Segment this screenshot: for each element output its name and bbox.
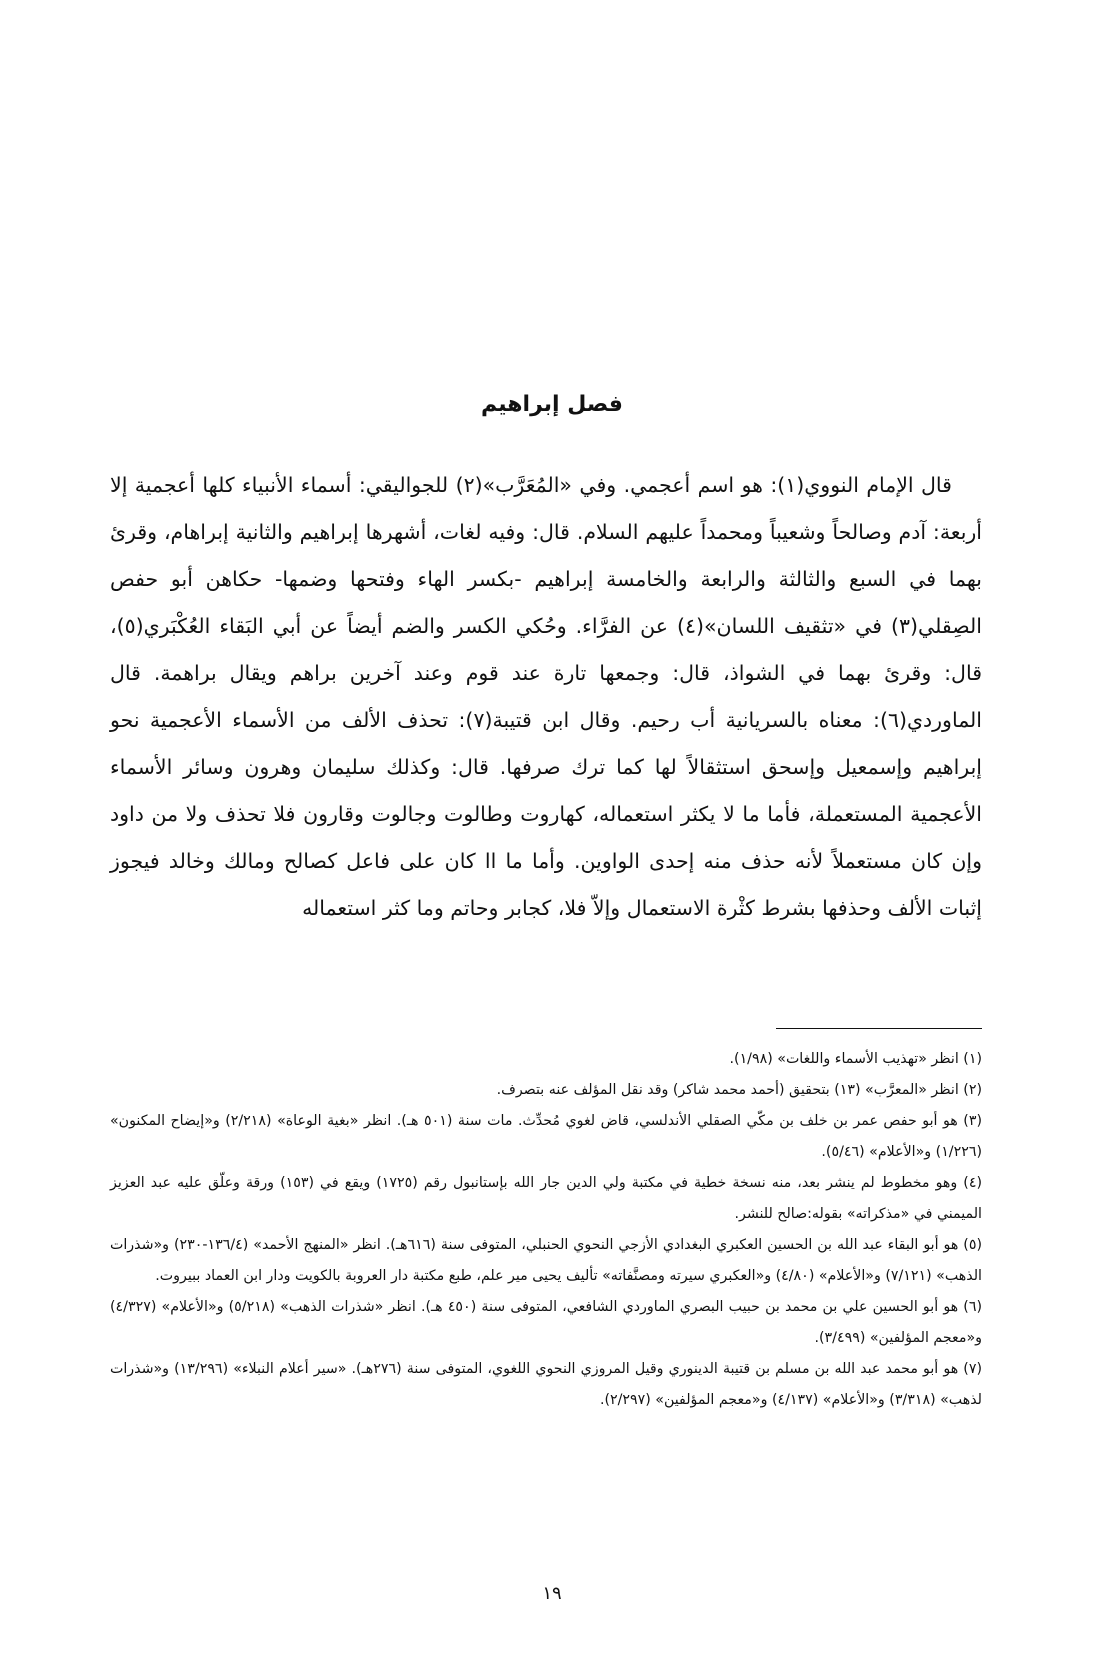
footnote-4: (٤) وهو مخطوط لم ينشر بعد، منه نسخة خطية في مكتبة ولي الدين جار الله بإستانبول رقم (١٧٢٥) ويقع في (١٥٣) ورقة وعلّق عليه عبد العزيز الميمني في «مذكراته» بقوله:صالح للنشر. [110, 1175, 982, 1222]
page-number: ١٩ [542, 1583, 562, 1604]
footnote-7: (٧) هو أبو محمد عبد الله بن مسلم بن قتيبة الدينوري وقيل المروزي النحوي اللغوي، المتوفى سنة (٢٧٦هـ). «سير أعلام النبلاء» (١٣/٢٩٦) و«شذرات لذهب» (٣/٣١٨) و«الأعلام» (٤/١٣٧) و«معجم المؤلفين» (٢/٢٩٧). [110, 1361, 982, 1408]
footnote-separator [776, 1028, 982, 1029]
chapter-heading: فصل إبراهيم [481, 392, 623, 417]
footnotes [110, 1044, 982, 1416]
footnote-1: (١) انظر «تهذيب الأسماء واللغات» (١/٩٨). [729, 1051, 982, 1067]
footnote-2: (٢) انظر «المعرَّب» (١٣) بتحقيق (أحمد محمد شاكر) وقد نقل المؤلف عنه بتصرف. [496, 1082, 982, 1098]
main-text [110, 462, 982, 932]
footnote-5: (٥) هو أبو البقاء عبد الله بن الحسين العكبري البغدادي الأزجي النحوي الحنبلي، المتوفى سنة (٦١٦هـ). انظر «المنهج الأحمد» (١٣٦/٤-٢٣٠) و«شذرات الذهب» (٧/١٢١) و«الأعلام» (٤/٨٠) و«العكبري سيرته ومصنَّفاته» تأليف يحيى مير علم، طبع مكتبة دار العروبة بالكويت ودار ابن العماد ببيروت. [110, 1237, 982, 1284]
footnote-3: (٣) هو أبو حفص عمر بن خلف بن مكّي الصقلي الأندلسي، قاض لغوي مُحدِّث. مات سنة (٥٠١ هـ). انظر «بغية الوعاة» (٢/٢١٨) و«إيضاح المكنون» (١/٢٢٦) و«الأعلام» (٥/٤٦). [110, 1113, 982, 1160]
footnote-6: (٦) هو أبو الحسين علي بن محمد بن حبيب البصري الماوردي الشافعي، المتوفى سنة (٤٥٠ هـ). انظر «شذرات الذهب» (٥/٢١٨) و«الأعلام» (٤/٣٢٧) و«معجم المؤلفين» (٣/٤٩٩). [110, 1299, 982, 1346]
body-paragraph: قال الإمام النووي(١): هو اسم أعجمي. وفي «المُعَرَّب»(٢) للجواليقي: أسماء الأنبياء كلها أعجمية إلا أربعة: آدم وصالحاً وشعيباً ومحمداً عليهم السلام. قال: وفيه لغات، أشهرها إبراهيم والثانية إبراهام، وقرئ بهما في السبع والثالثة والرابعة والخامسة إبراهيم -بكسر الهاء وفتحها وضمها- حكاهن أبو حفص الصِقلي(٣) في «تثقيف اللسان»(٤) عن الفرَّاء. وحُكي الكسر والضم أيضاً عن أبي البَقاء العُكْبَري(٥)، قال: وقرئ بهما في الشواذ، قال: وجمعها تارة عند قوم وعند آخرين براهم ويقال براهمة. قال الماوردي(٦): معناه بالسريانية أب رحيم. وقال ابن قتيبة(٧): تحذف الألف من الأسماء الأعجمية نحو إبراهيم وإسمعيل وإسحق استثقالاً لها كما ترك صرفها. قال: وكذلك سليمان وهرون وسائر الأسماء الأعجمية المستعملة، فأما ما لا يكثر استعماله، كهاروت وطالوت وجالوت وقارون فلا تحذف ولا من داود وإن كان مستعملاً لأنه حذف منه إحدى الواوين. وأما ما اا كان على فاعل كصالح ومالك وخالد فيجوز إثبات الألف وحذفها بشرط كثْرة الاستعمال وإلاّ فلا، كجابر وحاتم وما كثر استعماله [110, 473, 982, 920]
